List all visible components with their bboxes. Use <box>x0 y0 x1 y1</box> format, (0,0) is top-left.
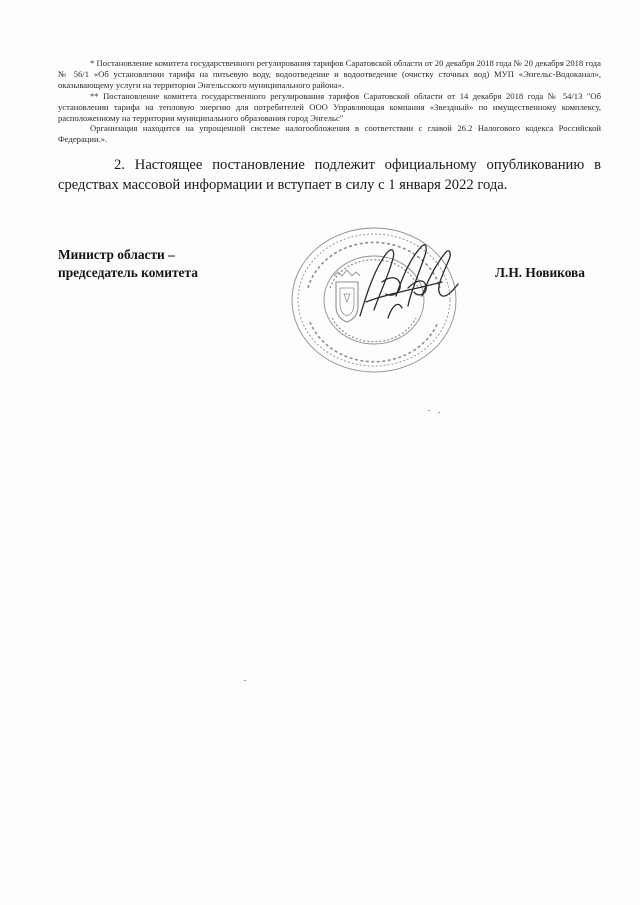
footnotes-block <box>58 58 601 145</box>
signatory-title-line-1: Министр области – <box>58 247 175 262</box>
footnote-1: * Постановление комитета государственного регулирования тарифов Саратовской области от 20 декабря 2018 года № 20 декабря 2018 года № 56/1 «Об установлении тарифа на питьевую воду, водоотведение и водоотведение (очистку сточных вод) МУП «Энгельс-Водоканал», оказывающему услуги на территории Энгельсского муниципального района». <box>58 58 601 90</box>
footnote-2: ** Постановление комитета государственного регулирования тарифов Саратовской области от 14 декабря 2018 года № 54/13 "Об установлении тарифа на тепловую энергию для потребителей ООО Управляющая компания «Звездный» по имущественному комплексу, расположенному на территории муниципального образования город Энгельс" <box>58 90 601 123</box>
scan-artifact <box>244 680 246 681</box>
footnote-3: Организация находится на упрощенной системе налогообложения в соответствии с главой 26.2 Налогового кодекса Российской Федерации.». <box>58 123 601 145</box>
signatory-title-line-2: председатель комитета <box>58 265 198 280</box>
scan-artifact <box>438 412 440 413</box>
effective-date-clause <box>58 155 601 195</box>
signatory-title <box>58 246 198 282</box>
scan-artifact <box>428 410 430 411</box>
handwritten-signature-icon <box>352 236 464 328</box>
signatory-name: Л.Н. Новикова <box>495 265 585 280</box>
effective-date-text: 2. Настоящее постановление подлежит официальному опубликованию в средствах массовой информации и вступает в силу с 1 января 2022 года. <box>58 157 601 193</box>
